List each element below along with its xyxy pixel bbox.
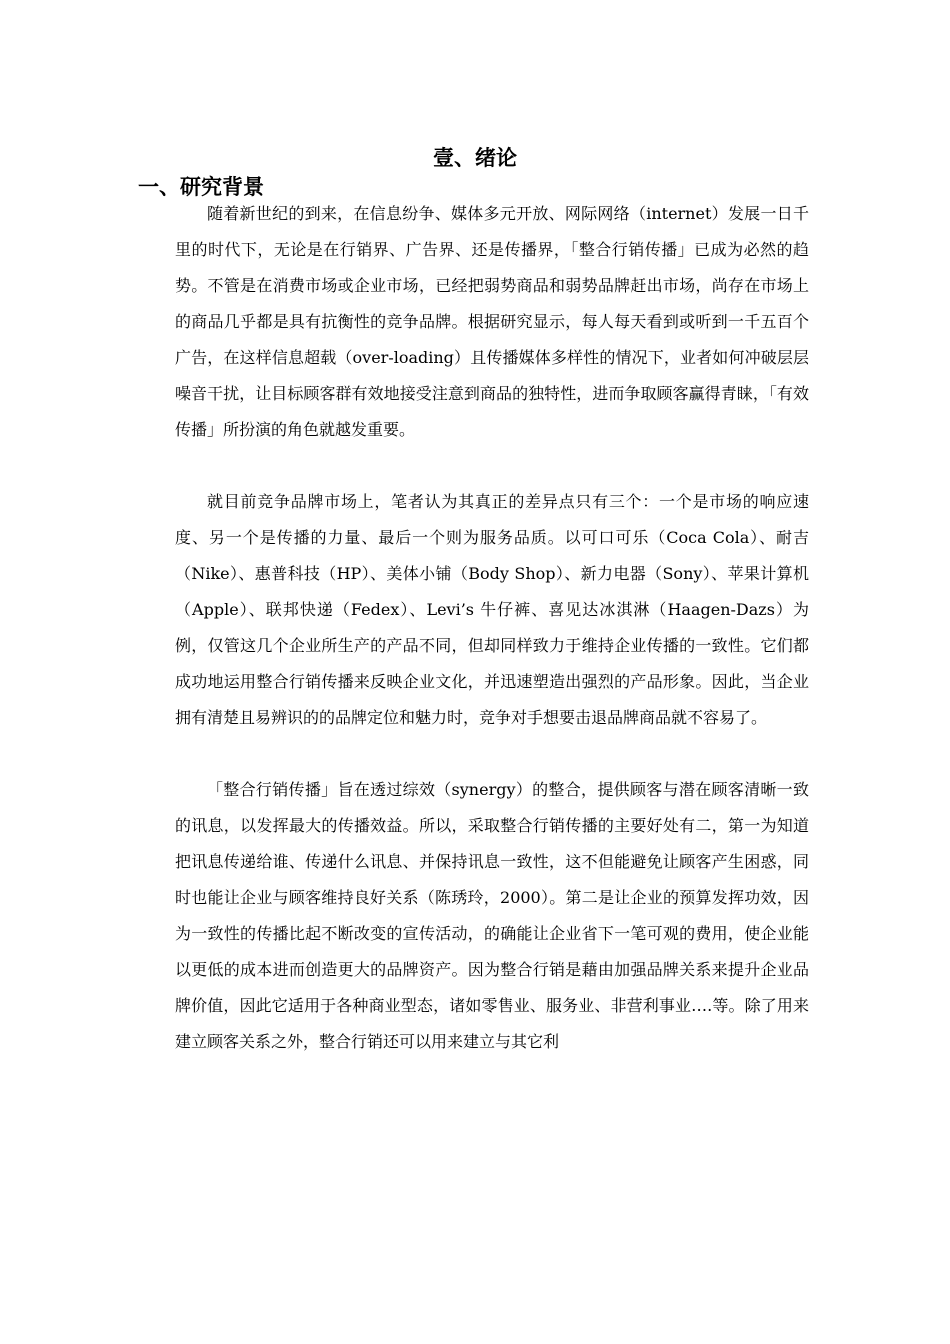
paragraph-1: 随着新世纪的到来，在信息纷争、媒体多元开放、网际网络（internet）发展一日千里的时代下，无论是在行销界、广告界、还是传播界，「整合行销传播」已成为必然的趋势。不管是在消费市场或企业市场，已经把弱势商品和弱势品牌赶出市场，尚存在市场上的商品几乎都是具有抗衡性的竞争品牌。根据研究显示，每人每天看到或听到一千五百个广告，在这样信息超载（over-loading）且传播媒体多样性的情况下，业者如何冲破层层噪音干扰，让目标顾客群有效地接受注意到商品的独特性，进而争取顾客赢得青睐，「有效传播」所扮演的角色就越发重要。 (175, 204, 809, 439)
paragraph-2: 就目前竞争品牌市场上，笔者认为其真正的差异点只有三个：一个是市场的响应速度、另一个是传播的力量、最后一个则为服务品质。以可口可乐（Coca Cola）、耐吉（Nike）、惠普科技（HP）、美体小铺（Body Shop）、新力电器（Sony）、苹果计算机（Apple）、联邦快递（Fedex）、Levi’s 牛仔裤、喜见达冰淇淋（Haagen-Dazs）为例，仅管这几个企业所生产的产品不同，但却同样致力于维持企业传播的一致性。它们都成功地运用整合行销传播来反映企业文化，并迅速塑造出强烈的产品形象。因此，当企业拥有清楚且易辨识的的品牌定位和魅力时，竞争对手想要击退品牌商品就不容易了。 (175, 492, 809, 727)
chapter-title: 壹、绪论 (433, 145, 517, 170)
section-heading: 一、研究背景 (138, 174, 264, 199)
paragraph-3: 「整合行销传播」旨在透过综效（synergy）的整合，提供顾客与潜在顾客清晰一致的讯息，以发挥最大的传播效益。所以，采取整合行销传播的主要好处有二，第一为知道把讯息传递给谁、传递什么讯息、并保持讯息一致性，这不但能避免让顾客产生困惑，同时也能让企业与顾客维持良好关系（陈琇玲，2000）。第二是让企业的预算发挥功效，因为一致性的传播比起不断改变的宣传活动，的确能让企业省下一笔可观的费用，使企业能以更低的成本进而创造更大的品牌资产。因为整合行销是藉由加强品牌关系来提升企业品牌价值，因此它适用于各种商业型态，诸如零售业、服务业、非营利事业….等。除了用来建立顾客关系之外，整合行销还可以用来建立与其它利 (175, 780, 809, 1051)
body-text (175, 196, 809, 1060)
